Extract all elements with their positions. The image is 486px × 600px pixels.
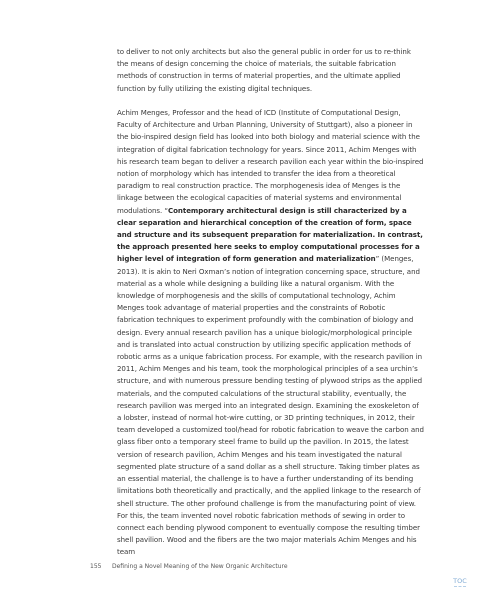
paragraph-2-text-1: Achim Menges, Professor and the head of ICD (Institute of Computational Design, Faculty of Architecture and Urban Planning, University of Stuttgart), also a pioneer in the bio-inspired design field has looked into both biology and material science with the integration of digital fabrication technology for years. Since 2011, Achim Menges with his research team began to deliver a research pavilion each year within the bio-inspired notion of morphology which has intended to transfer the idea from a theoretical paradigm to real construction practice. The morphogenesis idea of Menges is the linkage between the ecological capacities of material systems and environmental modulations. “ xyxy=(117,108,424,215)
toc-link[interactable] xyxy=(450,577,470,587)
page-number: 155 xyxy=(90,563,102,570)
chapter-title: Defining a Novel Meaning of the New Organic Architecture xyxy=(112,563,288,570)
paragraph-2-text-2: ” (Menges, 2013). It is akin to Neri Oxman’s notion of integration concerning space, structure, and material as a whole while designing a building like a natural organism. With the knowledge of morphogenesis and the skills of computational technology, Achim Menges took advantage of material properties and the constraints of Robotic fabrication techniques to experiment profoundly with the combination of biology and design. Every annual research pavilion has a unique biologic/morphological principle and is translated into actual construction by utilizing specific application methods of robotic arms as a unique fabrication process. For example, with the research pavilion in 2011, Achim Menges and his team, took the morphological principles of a sea urchin’s structure, and with numerous pressure bending testing of plywood strips as the applied materials, and the computed calculations of the structural stability, eventually, the research pavilion was merged into an integrated design. Examining the exoskeleton of a lobster, instead of normal hot-wire cutting, or 3D printing techniques, in 2012, their team developed a customized tool/head for robotic fabrication to weave the carbon and glass fiber onto a temporary steel frame to build up the pavilion. In 2015, the latest version of research pavilion, Achim Menges and his team investigated the natural segmented plate structure of a sand dollar as a shell structure. Taking timber plates as an essential material, the challenge is to have a further understanding of its bending limitations both theoretically and practically, and the applied linkage to the research of shell structure. The other profound challenge is from the manufacturing point of view. For this, the team invented novel robotic fabrication methods of sewing in order to connect each bending plywood component to eventually compose the resulting timber shell pavilion. Wood and the fibers are the two major materials Achim Menges and his team xyxy=(117,254,424,557)
toc-underline xyxy=(454,586,466,587)
paragraph-1: to deliver to not only architects but also the general public in order for us to re-think the means of design concerning the choice of materials, the suitable fabrication methods of construction in terms of material properties, and the ultimate applied function by fully utilizing the existing digital techniques. xyxy=(117,47,411,93)
paragraph-2-quote: Contemporary architectural design is still characterized by a clear separation and hierarchical conception of the creation of form, space and structure and its subsequent preparation for materialization. In contrast, the approach presented here seeks to employ computational processes for a higher level of integration of form generation and materialization xyxy=(117,205,423,264)
body-text xyxy=(117,46,424,559)
page-footer xyxy=(90,563,288,570)
paragraph-2 xyxy=(117,107,424,559)
toc-label: TOC xyxy=(453,577,467,585)
